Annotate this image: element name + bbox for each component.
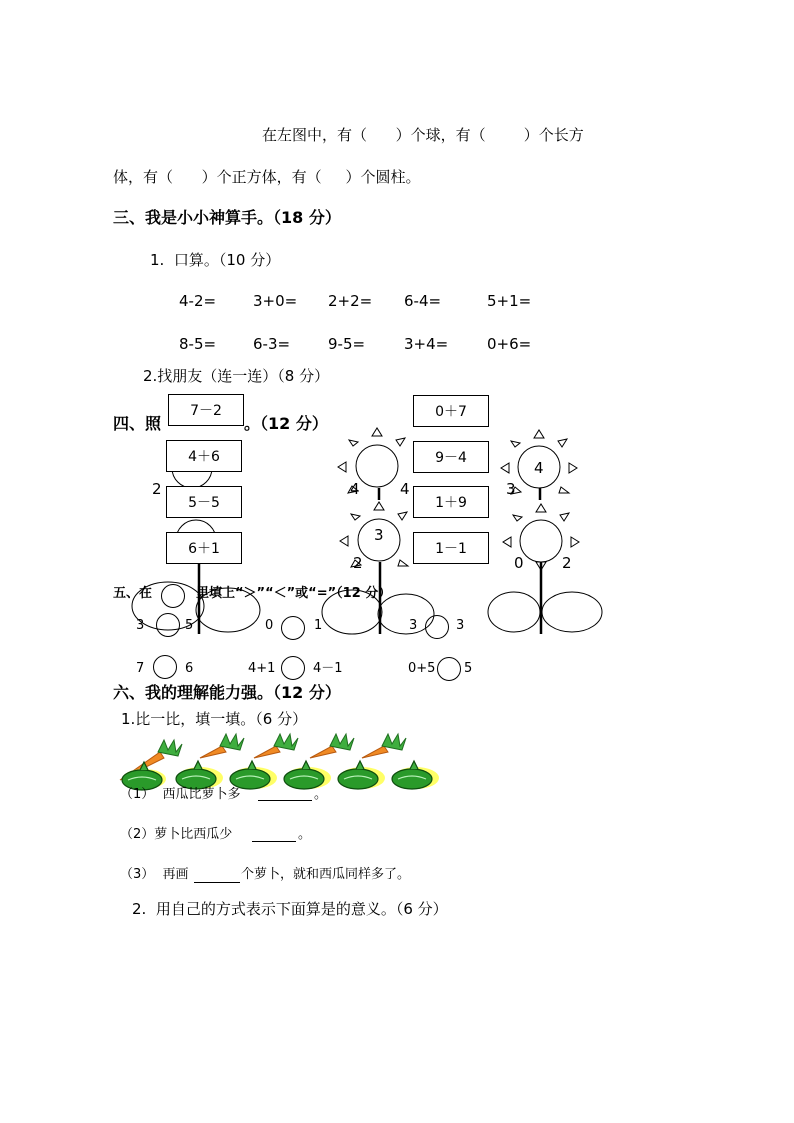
calc-item: 3+0=	[253, 292, 298, 310]
fill-sentence-2-end: 。	[298, 827, 312, 842]
match-box-left[interactable]: 7－2	[168, 394, 244, 426]
match-box-left[interactable]: 4＋6	[166, 440, 242, 472]
section5-title-b: 里填上“＞”“＜”或“=”（12 分）	[196, 586, 392, 601]
section6-q1: 1.比一比，填一填。（6 分）	[121, 710, 308, 728]
fill-sentence-3: （3） 再画	[120, 867, 189, 882]
match-box-left[interactable]: 5－5	[166, 486, 242, 518]
compare-value: 3	[456, 618, 465, 633]
calc-item: 6-4=	[404, 292, 442, 310]
fill-sentence-1-end: 。	[314, 787, 328, 802]
flower-number: 2	[353, 554, 363, 572]
flower-number: 3	[506, 480, 516, 498]
match-box-right[interactable]: 9－4	[413, 441, 489, 473]
answer-blank-1[interactable]	[258, 800, 312, 801]
top-line-1: 在左图中，有（ ）个球，有（ ）个长方	[262, 126, 584, 144]
match-box-right[interactable]: 1－1	[413, 532, 489, 564]
flower-number: 0	[514, 554, 524, 572]
compare-value: 1	[314, 618, 323, 633]
compare-value: 0	[265, 618, 274, 633]
flower-number: 4	[350, 480, 360, 498]
calc-item: 2+2=	[328, 292, 373, 310]
compare-value: 4－1	[313, 661, 343, 676]
compare-value: 6	[185, 661, 194, 676]
section3-q2: 2.找朋友（连一连）（8 分）	[143, 367, 330, 385]
calc-item: 0+6=	[487, 335, 532, 353]
flower-number: 2	[152, 480, 162, 498]
calc-item: 5+1=	[487, 292, 532, 310]
calc-item: 6-3=	[253, 335, 291, 353]
match-box-right[interactable]: 1＋9	[413, 486, 489, 518]
compare-value: 3	[409, 618, 418, 633]
compare-value: 7	[136, 661, 145, 676]
calc-item: 8-5=	[179, 335, 217, 353]
flower-number: 2	[562, 554, 572, 572]
top-line-2: 体，有（ ）个正方体，有（ ）个圆柱。	[113, 168, 421, 186]
section3-q1: 1. 口算。（10 分）	[150, 251, 281, 269]
answer-blank-3[interactable]	[194, 882, 240, 883]
calc-item: 4-2=	[179, 292, 217, 310]
match-box-right[interactable]: 0＋7	[413, 395, 489, 427]
compare-value: 5	[464, 661, 473, 676]
compare-value: 5	[185, 618, 194, 633]
calc-item: 3+4=	[404, 335, 449, 353]
section3-title: 三、我是小小神算手。（18 分）	[113, 208, 341, 227]
section6-title: 六、我的理解能力强。（12 分）	[113, 683, 341, 702]
section6-q2: 2. 用自己的方式表示下面算是的意义。（6 分）	[132, 900, 448, 918]
match-box-left[interactable]: 6＋1	[166, 532, 242, 564]
section5-title-a: 五、在	[113, 586, 153, 601]
flower-number: 4	[400, 480, 410, 498]
calc-item: 9-5=	[328, 335, 366, 353]
flower-number: 3	[374, 526, 384, 544]
fill-sentence-3-end: 个萝卜，就和西瓜同样多了。	[241, 867, 411, 882]
fill-sentence-1: （1） 西瓜比萝卜多	[120, 787, 241, 802]
compare-value: 4+1	[248, 661, 276, 676]
section4-title: 四、照	[113, 414, 162, 433]
compare-value: 0+5	[408, 661, 436, 676]
fill-sentence-2: （2）萝卜比西瓜少	[120, 827, 233, 842]
compare-value: 3	[136, 618, 145, 633]
section4-title-end: 。（12 分）	[244, 414, 328, 433]
flower-number: 4	[534, 459, 544, 477]
answer-blank-2[interactable]	[252, 841, 296, 842]
